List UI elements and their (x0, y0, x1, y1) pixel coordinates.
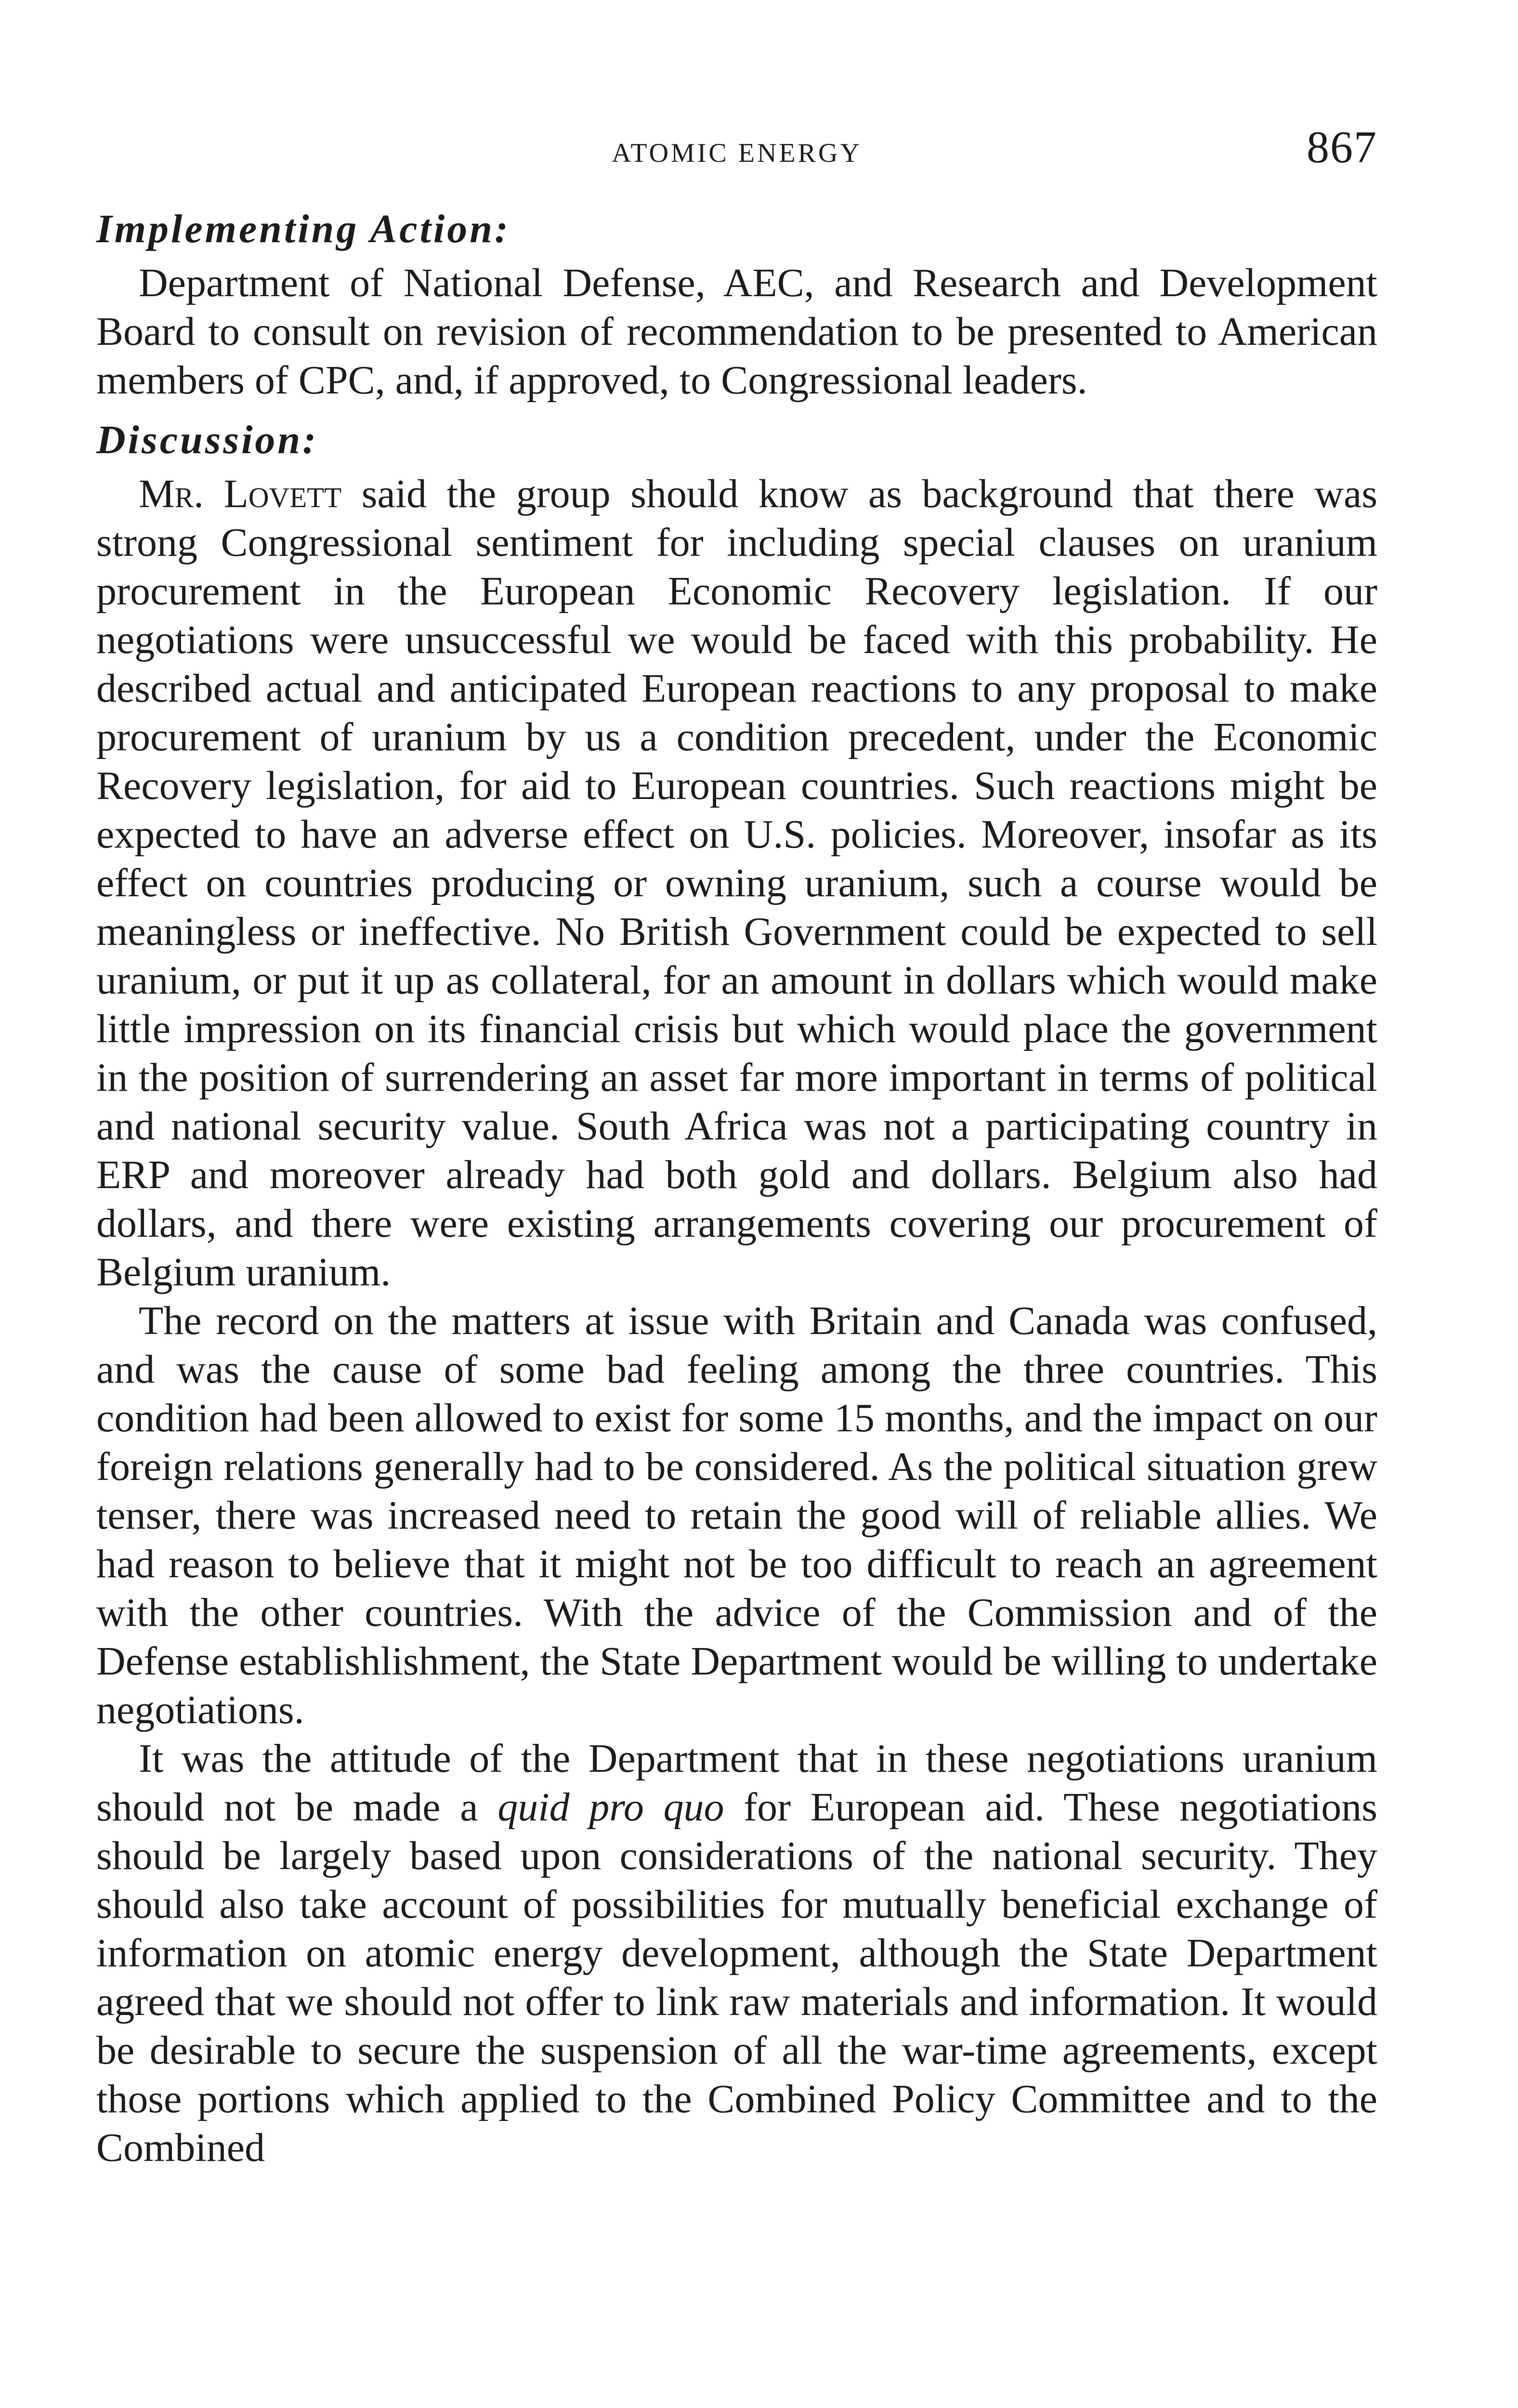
running-header (96, 121, 1377, 174)
latin-term: quid pro quo (497, 1785, 724, 1830)
discussion-paragraph-1 (96, 470, 1377, 1296)
discussion-paragraph-1-text: said the group should know as background that there was strong Congressional sentiment for including special clauses on uranium procurement in the European Economic Recovery legislation. If our negotiations were unsuccessful we would be faced with this probability. He described actual and anticipated European reactions to any proposal to make procurement of uranium by us a condition precedent, under the Economic Recovery legislation, for aid to European countries. Such reactions might be expected to have an adverse effect on U.S. policies. Moreover, insofar as its effect on countries producing or owning uranium, such a course would be meaningless or ineffective. No British Government could be expected to sell uranium, or put it up as collateral, for an amount in dollars which would make little impression on its financial crisis but which would place the government in the position of surrendering an asset far more important in terms of political and national security value. South Africa was not a participating country in ERP and moreover already had both gold and dollars. Belgium also had dollars, and there were existing arrangements covering our procurement of Belgium uranium. (96, 471, 1378, 1295)
discussion-paragraph-3 (96, 1734, 1377, 2172)
discussion-heading: Discussion: (96, 418, 319, 462)
implementing-action-paragraph: Department of National Defense, AEC, and Research and Development Board to consult on revision of recommendation to be presented to American members of CPC, and, if approved, to Congressional leaders. (96, 261, 1377, 403)
discussion-paragraph-3-text-a: It was the attitude of the Department that in these negotiations uranium should not be made a (96, 1736, 1377, 1830)
discussion-paragraph-3-text-b: for European aid. These negotiations should be largely based upon considerations of the national security. They should also take account of possibilities for mutually beneficial exchange of information on atomic energy development, although the State Department agreed that we should not offer to link raw materials and information. It would be desirable to secure the suspension of all the war-time agreements, except those portions which applied to the Combined Policy Committee and to the Combined (96, 1785, 1377, 2170)
discussion-paragraph-2: The record on the matters at issue with Britain and Canada was confused, and was the cause of some bad feeling among the three countries. This condition had been allowed to exist for some 15 months, and the impact on our foreign relations generally had to be considered. As the political situation grew tenser, there was increased need to retain the good will of reliable allies. We had reason to believe that it might not be too difficult to reach an agreement with the other countries. With the advice of the Commission and of the Defense establishlishment, the State Department would be willing to undertake negotiations. (96, 1298, 1377, 1732)
body-text (96, 202, 1377, 2172)
page-number: 867 (1307, 122, 1377, 172)
implementing-action-heading: Implementing Action: (96, 207, 510, 251)
speaker-name: Mr. Lovett (139, 471, 342, 516)
running-title: ATOMIC ENERGY (612, 138, 862, 168)
